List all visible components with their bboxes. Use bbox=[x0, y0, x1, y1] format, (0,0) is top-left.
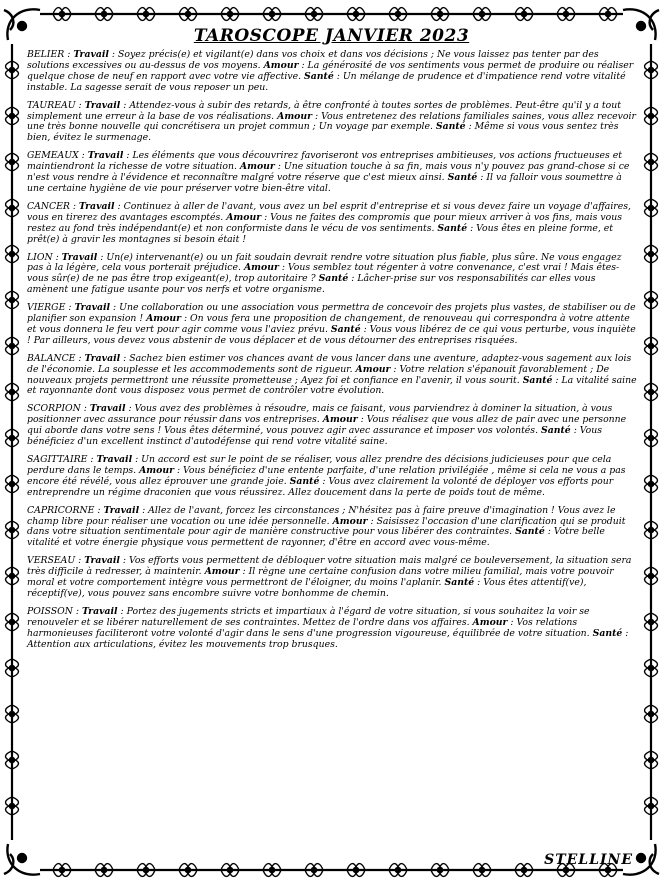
sign-entry: SAGITTAIRE : Travail : Un accord est sur le point de se réaliser, vous allez prendre des décisions judicieuses pour que cela perdure dans le temps. Amour : Vous bénéficiez d'une entente parfaite, d'une relation privilégiée , même si cela ne vous a pas encore été révélé, vous allez éprouver une grande joie. Santé : Vous avez clairement la volonté de déployer vos efforts pour entreprendre un régime draconien que vous réussirez. Allez doucement dans la perte de poids tout de même. bbox=[27, 454, 626, 498]
travail-text: Un(e) intervenant(e) ou un fait soudain devrait rendre votre situation plus fiable, plus sûre. Ne vous engagez pas à la légère, cela vous porterait préjudice. bbox=[27, 251, 622, 274]
label-travail: Travail bbox=[61, 251, 98, 263]
travail-text: Vous avez des problèmes à résoudre, mais ce faisant, vous parviendrez à dominer la situation, à vous positionner avec assurance pour réussir dans vos entreprises. bbox=[27, 403, 613, 426]
sign-entry: CAPRICORNE : Travail : Allez de l'avant, forcez les circonstances ; N'hésitez pas à faire preuve d'imagination ! Vous avez le champ libre pour réaliser une vocation ou une idée personnelle. Amour : Saisissez l'occasion d'une clarification qui se produit dans votre situation sentimentale pour agir de manière constructive pour vous libérer des contraintes. Santé : Votre belle vitalité et votre énergie physique vous permettent de rayonner, d'être en accord avec vous-même. bbox=[27, 504, 626, 549]
amour-text: La générosité de vos sentiments vous permet de produire ou réaliser quelque chose de neuf en rapport avec votre vie affective. bbox=[27, 59, 634, 82]
label-travail: Travail bbox=[84, 99, 121, 111]
label-amour: Amour bbox=[146, 313, 181, 325]
sante-text: Votre belle vitalité et votre énergie physique vous permettent de rayonner, d'être en accord avec vous-même. bbox=[27, 526, 605, 549]
author-signature: STELLINE bbox=[544, 852, 633, 868]
amour-text: Vos relations harmonieuses faciliteront votre volonté d'agir dans le sens d'une progression vigoureuse, équilibrée de votre situation. bbox=[27, 616, 590, 639]
sign-entry: TAUREAU : Travail : Attendez-vous à subir des retards, à être confronté à toutes sortes de problèmes. Peut-être qu'il y a tout simplement une erreur à la base de vos réalisations. Amour : Vous entretenez des relations familiales saines, vous allez recevoir une très bonne nouvelle qui concrétisera un projet commun ; Un voyage par exemple. Santé : Même si vous vous sentez très bien, évitez le surmenage. bbox=[27, 99, 636, 144]
sign-entry: GEMEAUX : Travail : Les éléments que vous découvrirez favoriseront vos entreprises ambitieuses, vos actions fructueuses et maintiendront la richesse de votre situation. Amour : Une situation touche à sa fin, mais vous n'y pouvez pas grand-chose si ce n'est vous rendre à l'évidence et reconnaître malgré votre réserve que c'est mieux ainsi. Santé : Il va falloir vous soumettre à une certaine hygiène de vie pour préserver votre bien-être vital. bbox=[27, 150, 630, 194]
sign-name: VIERGE bbox=[27, 302, 66, 314]
amour-text: Vous semblez tout régenter à votre convenance, c'est vrai ! Mais êtes- vous sûr(e) de ne pas être trop exigeant(e), trop autoritaire ? bbox=[27, 262, 620, 285]
sign-entry: SCORPION : Travail : Vous avez des problèmes à résoudre, mais ce faisant, vous parviendrez à dominer la situation, à vous positionner avec assurance pour réussir dans vos entreprises. Amour : Vous réalisez que vous allez de pair avec une personne qui aborde dans votre sens ! Vous êtes déterminé, vous pouvez agir avec assurance et imposer vos volontés. Santé : Vous bénéficiez d'un excellent instinct d'autodéfense qui rend votre vitalité saine. bbox=[27, 403, 627, 448]
sign-entry: POISSON : Travail : Portez des jugements stricts et impartiaux à l'égard de votre situation, si vous souhaitez la voir se renouveler et se libérer naturellement de ses contraintes. Mettez de l'ordre dans vos affaires. Amour : Vos relations harmonieuses faciliteront votre volonté d'agir dans le sens d'une progression vigoureuse, équilibrée de votre situation. Santé : Attention aux articulations, évitez les mouvements trop brusques. bbox=[27, 605, 629, 650]
travail-text: Allez de l'avant, forcez les circonstances ; N'hésitez pas à faire preuve d'imagination ! Vous avez le champ libre pour réaliser une vocation ou une idée personnelle. bbox=[27, 504, 616, 527]
label-amour: Amour bbox=[472, 616, 508, 628]
sign-entry: BALANCE : Travail : Sachez bien estimer vos chances avant de vous lancer dans une aventure, adaptez-vous sagement aux lois de l'économie. La souplesse et les accommodements sont de rigueur. Amour : Votre relation s'épanouit favorablement ; De nouveaux projets permettront une réussite prometteuse ; Ayez foi et confiance en l'avenir, il vous sourit. Santé : La vitalité saine et rayonnante dont vous disposez vous permet de contrôler votre évolution. bbox=[27, 352, 637, 397]
label-sante: Santé bbox=[515, 526, 545, 538]
sante-text: Un mélange de prudence et d'impatience rend votre vitalité instable. La sagesse serait de vous reposer un peu. bbox=[27, 70, 626, 93]
travail-text: Continuez à aller de l'avant, vous avez un bel esprit d'entreprise et si vous devez faire un voyage d'affaires, vous en tirerez des avantages escomptés. bbox=[27, 200, 631, 223]
travail-text: Soyez précis(e) et vigilant(e) dans vos choix et dans vos décisions ; Ne vous laissez pas tenter par des solutions excessives ou au-dessus de vos moyens. bbox=[27, 49, 599, 71]
travail-text: Une collaboration ou une association vous permettra de concevoir des projets plus vastes, de stabiliser ou de planifier son expansion ! bbox=[27, 302, 636, 325]
amour-text: On vous fera une proposition de changement, de renouveau qui correspondra à votre attente et vous donnera le feu vert pour agir comme vous l'aviez prévu. bbox=[27, 313, 630, 335]
label-sante: Santé bbox=[592, 627, 623, 639]
label-amour: Amour bbox=[226, 211, 262, 223]
label-travail: Travail bbox=[103, 504, 140, 516]
label-amour: Amour bbox=[204, 566, 240, 578]
amour-text: Saisissez l'occasion d'une clarification qui se produit dans votre situation sentimentale pour agir de manière constructive pour vous libérer des contraintes. bbox=[27, 515, 626, 538]
sante-text: Vous avez clairement la volonté de déployer vos efforts pour entreprendre un régime draconien que vous réussirez. Allez doucement dans la perte de poids tout de même. bbox=[27, 475, 614, 498]
amour-text: Vous ne faites des compromis que pour mieux arriver à vos fins, mais vous restez au fond très indépendant(e) et non conformiste dans le vécu de vos sentiments. bbox=[27, 211, 622, 234]
sante-text: Vous êtes en pleine forme, et prêt(e) à gravir les montagnes si besoin était ! bbox=[27, 222, 614, 245]
label-sante: Santé bbox=[437, 222, 468, 234]
sign-name: TAUREAU bbox=[27, 99, 76, 111]
travail-text: Sachez bien estimer vos chances avant de vous lancer dans une aventure, adaptez-vous sagement aux lois de l'économie. La souplesse et les accommodements sont de rigueur. bbox=[27, 352, 632, 375]
sante-text: Il va falloir vous soumettre à une certaine hygiène de vie pour préserver votre bien-être vital. bbox=[27, 172, 622, 194]
sign-name: POISSON bbox=[27, 605, 73, 617]
label-amour: Amour bbox=[139, 464, 174, 476]
label-sante: Santé bbox=[541, 425, 571, 437]
signs-list bbox=[27, 50, 639, 651]
sante-text: Même si vous vous sentez très bien, évitez le surmenage. bbox=[27, 121, 619, 144]
label-amour: Amour bbox=[263, 59, 299, 71]
label-travail: Travail bbox=[84, 352, 121, 364]
sign-entry: LION : Travail : Un(e) intervenant(e) ou un fait soudain devrait rendre votre situation plus fiable, plus sûre. Ne vous engagez pas à la légère, cela vous porterait préjudice. Amour : Vous semblez tout régenter à votre convenance, c'est vrai ! Mais êtes- vous sûr(e) de ne pas être trop exigeant(e), trop autoritaire ? Santé : Lâcher-prise sur vos responsabilités car elles vous amènent une fatigue usante pour vos nerfs et votre organisme. bbox=[27, 251, 622, 296]
sign-name: VERSEAU bbox=[27, 555, 76, 567]
label-amour: Amour bbox=[277, 110, 313, 122]
amour-text: Vous réalisez que vous allez de pair avec une personne qui aborde dans votre sens ! Vous êtes déterminé, vous pouvez agir avec assurance et imposer vos volontés. bbox=[27, 414, 627, 437]
label-amour: Amour bbox=[243, 262, 279, 274]
sign-entry: CANCER : Travail : Continuez à aller de l'avant, vous avez un bel esprit d'entreprise et si vous devez faire un voyage d'affaires, vous en tirerez des avantages escomptés. Amour : Vous ne faites des compromis que pour mieux arriver à vos fins, mais vous restez au fond très indépendant(e) et non conformiste dans le vécu de vos sentiments. Santé : Vous êtes en pleine forme, et prêt(e) à gravir les montagnes si besoin était ! bbox=[27, 200, 631, 245]
label-sante: Santé bbox=[522, 374, 553, 386]
sante-text: Vous êtes attentif(ve), réceptif(ve), vous pouvez sans encombre suivre votre bonhomme de chemin. bbox=[27, 577, 587, 599]
page-title: TAROSCOPE JANVIER 2023 bbox=[193, 26, 470, 46]
sign-name: CANCER bbox=[27, 200, 70, 212]
amour-text: Vous bénéficiez d'une entente parfaite, d'une relation privilégiée , même si cela ne vous a pas encore été révélé, vous allez éprouver une grande joie. bbox=[27, 464, 626, 487]
travail-text: Vos efforts vous permettent de débloquer votre situation mais malgré ce bouleversement, la situation sera très difficile à redresser, à maintenir. bbox=[27, 555, 632, 578]
sign-name: CAPRICORNE bbox=[27, 504, 95, 516]
label-amour: Amour bbox=[355, 363, 391, 375]
label-amour: Amour bbox=[322, 414, 358, 426]
amour-text: Votre relation s'épanouit favorablement ; De nouveaux projets permettront une réussite prometteuse ; Ayez foi et confiance en l'avenir, il vous sourit. bbox=[27, 363, 610, 386]
sign-entry: VIERGE : Travail : Une collaboration ou une association vous permettra de concevoir des projets plus vastes, de stabiliser ou de planifier son expansion ! Amour : On vous fera une proposition de changement, de renouveau qui correspondra à votre attente et vous donnera le feu vert pour agir comme vous l'aviez prévu. Santé : Vous vous libérez de ce qui vous perturbe, vous inquiète ! Par ailleurs, vous devez vous abstenir de vous déplacer et de vous détourner des entreprises risquées. bbox=[27, 302, 636, 346]
sign-entry: BELIER : Travail : Soyez précis(e) et vigilant(e) dans vos choix et dans vos décisions ; Ne vous laissez pas tenter par des solutions excessives ou au-dessus de vos moyens. Amour : La générosité de vos sentiments vous permet de produire ou réaliser quelque chose de neuf en rapport avec votre vie affective. Santé : Un mélange de prudence et d'impatience rend votre vitalité instable. La sagesse serait de vous reposer un peu. bbox=[27, 49, 634, 93]
sante-text: La vitalité saine et rayonnante dont vous disposez vous permet de contrôler votre évolution. bbox=[27, 374, 637, 397]
label-travail: Travail bbox=[73, 49, 109, 60]
sign-name: BALANCE bbox=[27, 352, 76, 364]
label-travail: Travail bbox=[78, 200, 115, 212]
sante-text: Attention aux articulations, évitez les mouvements trop brusques. bbox=[27, 638, 338, 650]
sign-name: SAGITTAIRE bbox=[27, 454, 88, 465]
label-sante: Santé bbox=[447, 172, 478, 184]
label-sante: Santé bbox=[330, 323, 361, 335]
label-sante: Santé bbox=[289, 475, 320, 487]
label-sante: Santé bbox=[318, 273, 349, 285]
sign-entry: VERSEAU : Travail : Vos efforts vous permettent de débloquer votre situation mais malgré ce bouleversement, la situation sera très difficile à redresser, à maintenir. Amour : Il règne une certaine confusion dans votre milieu familial, mais votre pouvoir moral et votre comportement intègre vous permettront de l'éloigner, du moins l'aplanir. Santé : Vous êtes attentif(ve), réceptif(ve), vous pouvez sans encombre suivre votre bonhomme de chemin. bbox=[27, 555, 632, 599]
amour-text: Vous entretenez des relations familiales saines, vous allez recevoir une très bonne nouvelle qui concrétisera un projet commun ; Un voyage par exemple. bbox=[27, 110, 636, 133]
label-sante: Santé bbox=[435, 121, 466, 133]
sign-name: GEMEAUX bbox=[27, 150, 79, 162]
label-travail: Travail bbox=[81, 605, 118, 617]
sign-name: BELIER bbox=[27, 49, 65, 60]
sante-text: Vous vous libérez de ce qui vous perturbe, vous inquiète ! Par ailleurs, vous devez vous abstenir de vous déplacer et de vous détourner des entreprises risquées. bbox=[27, 323, 636, 346]
label-amour: Amour bbox=[332, 515, 368, 527]
label-travail: Travail bbox=[84, 555, 120, 567]
label-travail: Travail bbox=[87, 150, 124, 162]
travail-text: Un accord est sur le point de se réaliser, vous allez prendre des décisions judicieuses pour que cela perdure dans le temps. bbox=[27, 454, 612, 476]
travail-text: Attendez-vous à subir des retards, à être confronté à toutes sortes de problèmes. Peut-être qu'il y a tout simplement une erreur à la base de vos réalisations. bbox=[27, 99, 621, 122]
label-travail: Travail bbox=[74, 302, 111, 314]
sign-name: SCORPION bbox=[27, 403, 81, 415]
travail-text: Les éléments que vous découvrirez favoriseront vos entreprises ambitieuses, vos actions fructueuses et maintiendront la richesse de votre situation. bbox=[27, 150, 622, 173]
label-travail: Travail bbox=[96, 454, 133, 465]
amour-text: Une situation touche à sa fin, mais vous n'y pouvez pas grand-chose si ce n'est vous rendre à l'évidence et reconnaître malgré votre réserve que c'est mieux ainsi. bbox=[27, 161, 630, 184]
label-sante: Santé bbox=[444, 577, 475, 589]
amour-text: Il règne une certaine confusion dans votre milieu familial, mais votre pouvoir moral et votre comportement intègre vous permettront de l'éloigner, du moins l'aplanir. bbox=[27, 566, 614, 589]
travail-text: Portez des jugements stricts et impartiaux à l'égard de votre situation, si vous souhaitez la voir se renouveler et se libérer naturellement de ses contraintes. Mettez de l'ordre dans vos affaires. bbox=[27, 605, 590, 628]
sante-text: Lâcher-prise sur vos responsabilités car elles vous amènent une fatigue usante pour vos nerfs et votre organisme. bbox=[27, 273, 596, 296]
sign-name: LION bbox=[27, 251, 53, 263]
sante-text: Vous bénéficiez d'un excellent instinct d'autodéfense qui rend votre vitalité saine. bbox=[27, 425, 602, 448]
label-amour: Amour bbox=[239, 161, 275, 173]
label-travail: Travail bbox=[89, 403, 126, 415]
label-sante: Santé bbox=[304, 70, 334, 82]
